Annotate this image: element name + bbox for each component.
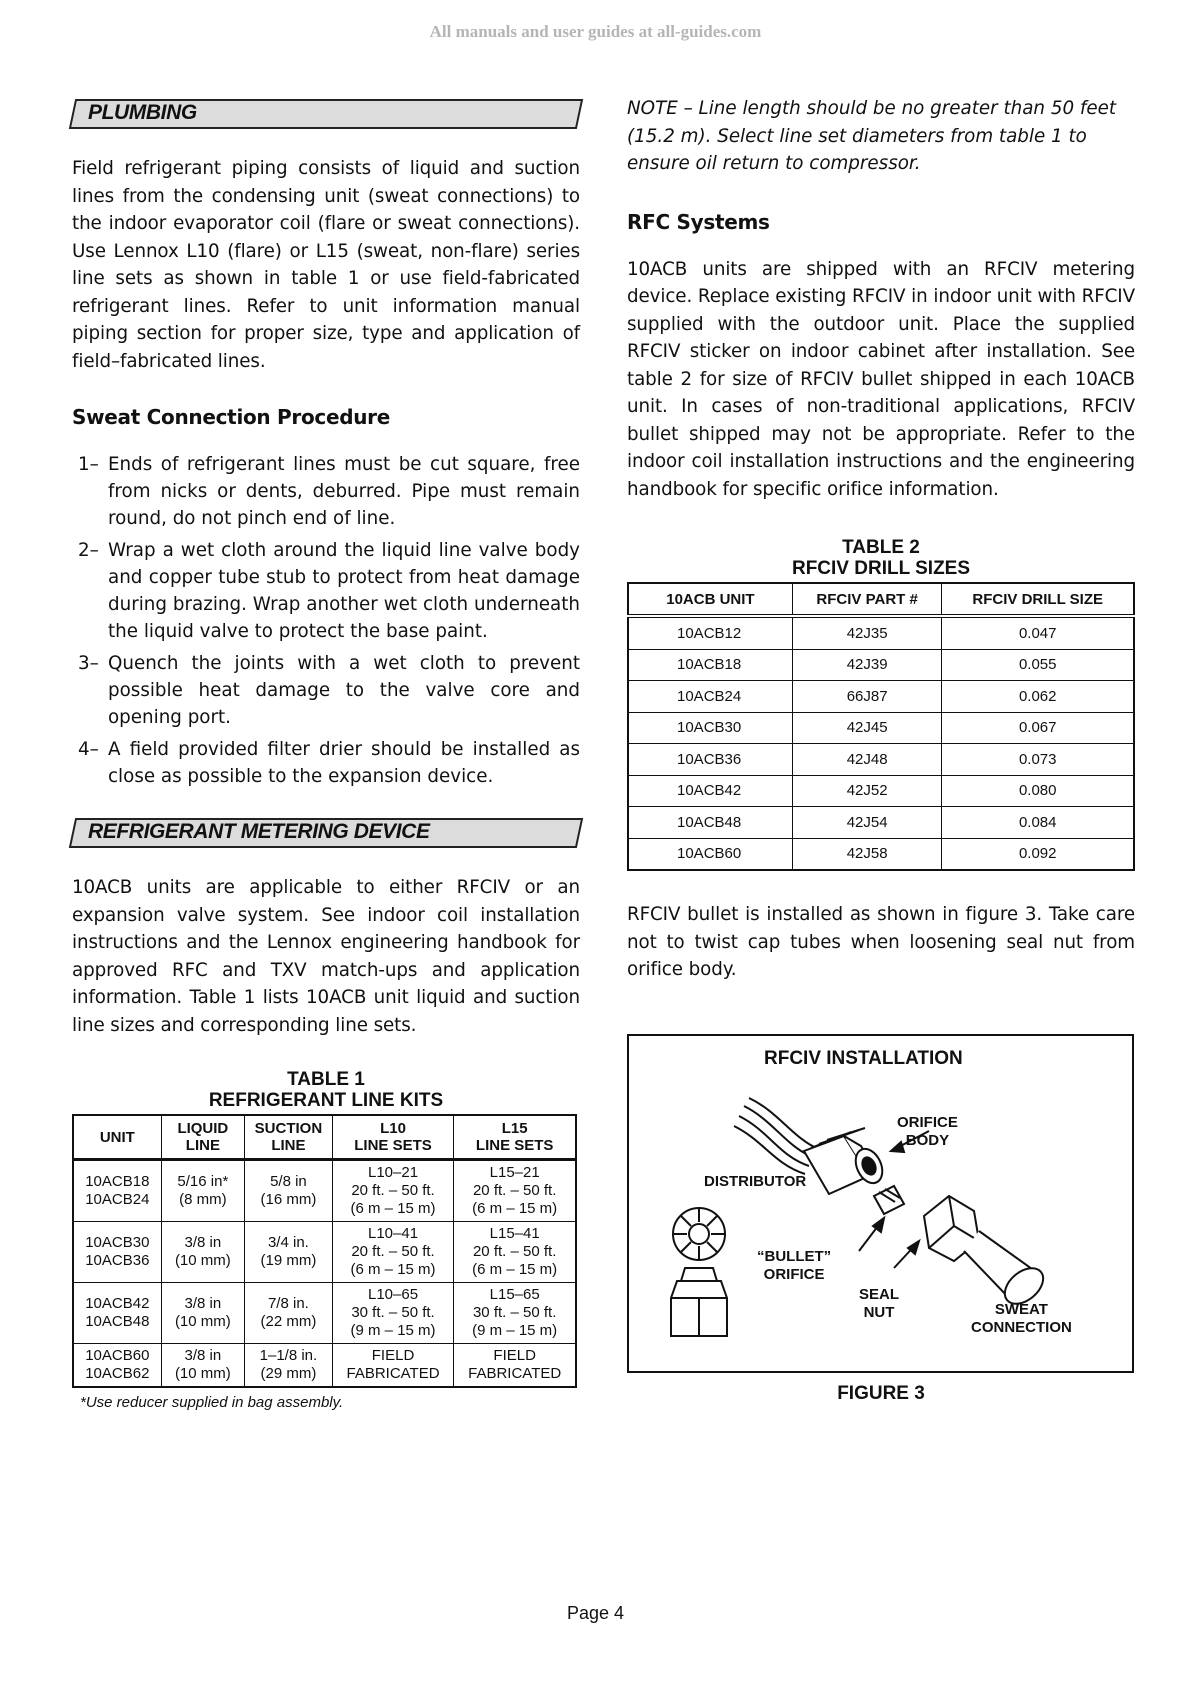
metering-heading-text: REFRIGERANT METERING DEVICE (88, 820, 430, 843)
table2-header: 10ACB UNIT (628, 583, 792, 616)
sweat-connection-label-line1: SWEAT (994, 1300, 1048, 1318)
watermark: All manuals and user guides at all-guides.com (429, 22, 762, 41)
table1-cell-l15 (454, 1283, 576, 1344)
step-number: 2– (78, 540, 99, 561)
left-column (72, 95, 580, 1411)
table1-cell-line: (16 mm) (260, 1191, 317, 1208)
step-number: 1– (78, 454, 99, 475)
table1-cell-line: (9 m – 15 m) (350, 1322, 436, 1339)
table2-cell: 10ACB18 (628, 649, 792, 681)
table1-header-line: LINE (271, 1137, 306, 1154)
table1-cell-line: 10ACB48 (85, 1313, 150, 1330)
table2-header: RFCIV PART # (792, 583, 942, 616)
table1-cell-line: (8 mm) (179, 1191, 227, 1208)
table-row (628, 712, 1134, 744)
line-length-note: NOTE – Line length should be no greater than 50 feet (15.2 m). Select line set diameters from table 1 to ensure oil return to compressor. (627, 98, 1116, 174)
table1-cell-line: 30 ft. – 50 ft. (351, 1304, 435, 1321)
table1-header-line: UNIT (99, 1128, 135, 1146)
seal-nut-label (859, 1286, 899, 1322)
table1-cell-line: 10ACB62 (85, 1365, 150, 1382)
table1-header-line: L15 (501, 1120, 528, 1137)
table1-cell-line: FABRICATED (468, 1365, 562, 1382)
table1-cell-line: FABRICATED (346, 1365, 440, 1382)
table1-cell-line: 20 ft. – 50 ft. (351, 1243, 435, 1260)
table1-cell-line: 10ACB60 (85, 1347, 150, 1364)
table2-cell: 42J58 (792, 838, 942, 870)
table-row (628, 838, 1134, 870)
table1-cell-line: 3/8 in (184, 1234, 222, 1251)
step-text: Ends of refrigerant lines must be cut square, free from nicks or dents, deburred. Pipe must remain round, do not pinch end of line. (108, 454, 580, 529)
table1-cell-l10 (332, 1222, 454, 1283)
sweat-step (72, 650, 580, 731)
table1-cell-line: (10 mm) (174, 1313, 231, 1330)
table1-cell-line: (6 m – 15 m) (350, 1200, 436, 1217)
table1-cell-suction (245, 1344, 333, 1388)
table2-cell: 42J54 (792, 807, 942, 839)
sweat-heading: Sweat Connection Procedure (72, 405, 391, 429)
page-number: Page 4 (566, 1603, 625, 1623)
step-number: 3– (78, 653, 99, 674)
table1-cell-line: L10–65 (368, 1286, 419, 1303)
table1-subtitle: REFRIGERANT LINE KITS (208, 1090, 444, 1111)
table1-cell-line: 30 ft. – 50 ft. (472, 1304, 557, 1321)
table1-cell-l15 (454, 1344, 576, 1388)
table2-cell: 0.092 (942, 838, 1134, 870)
table-row (628, 616, 1134, 649)
sweat-connection-label (971, 1301, 1072, 1337)
table2-cell: 10ACB30 (628, 712, 792, 744)
table1-cell-l10 (332, 1160, 454, 1222)
table1-cell-liquid (161, 1344, 244, 1388)
table2-cell: 10ACB60 (628, 838, 792, 870)
table1-cell-units (73, 1222, 161, 1283)
table2-cell: 0.055 (942, 649, 1134, 681)
table1-cell-suction (245, 1160, 333, 1222)
table2-cell: 42J35 (792, 616, 942, 649)
table1-cell-l15 (454, 1222, 576, 1283)
table-row (628, 744, 1134, 776)
table1-cell-line: L15–41 (489, 1225, 540, 1242)
table1-cell-line: 5/16 in* (177, 1173, 229, 1190)
figure-caption: FIGURE 3 (837, 1382, 925, 1404)
table-row (628, 649, 1134, 681)
table2-cell: 10ACB36 (628, 744, 792, 776)
sweat-steps (72, 451, 580, 790)
table1-cell-line: 5/8 in (270, 1173, 307, 1190)
seal-nut-label-line2: NUT (863, 1303, 895, 1321)
table-row (628, 681, 1134, 713)
table1-cell-line: 1–1/8 in. (259, 1347, 318, 1364)
step-text: Quench the joints with a wet cloth to prevent possible heat damage to the valve core and opening port. (108, 653, 580, 728)
table1-cell-line: L10–21 (368, 1164, 419, 1181)
table1-cell-line: 10ACB36 (85, 1252, 150, 1269)
table2-cell: 42J48 (792, 744, 942, 776)
table1-cell-units (73, 1344, 161, 1388)
table1-cell-line: (9 m – 15 m) (472, 1322, 558, 1339)
table1-cell-line: (29 mm) (260, 1365, 317, 1382)
table1-cell-liquid (161, 1283, 244, 1344)
sweat-step (72, 537, 580, 645)
step-text: Wrap a wet cloth around the liquid line valve body and copper tube stub to protect from heat damage during brazing. Wrap another wet cloth underneath the liquid valve to protect the base paint. (108, 540, 580, 642)
table1-header-line: LINE SETS (475, 1137, 554, 1154)
orifice-body-label-line2: BODY (905, 1131, 950, 1149)
step-text: A field provided filter drier should be installed as close as possible to the expansion device. (108, 739, 580, 787)
table2-cell: 10ACB48 (628, 807, 792, 839)
table1-header-line: LINE SETS (354, 1137, 432, 1154)
table1-cell-line: 10ACB18 (85, 1173, 150, 1190)
table1-cell-line: L15–21 (489, 1164, 540, 1181)
table1-cell-line: 7/8 in. (267, 1295, 309, 1312)
table-row (628, 775, 1134, 807)
table1-footnote: *Use reducer supplied in bag assembly. (80, 1394, 344, 1411)
table-row (628, 807, 1134, 839)
table1-header (454, 1115, 576, 1160)
table1-cell-line: FIELD (371, 1347, 415, 1364)
table1-cell-l10 (332, 1283, 454, 1344)
table1-cell-line: FIELD (493, 1347, 536, 1364)
table1-cell-liquid (161, 1222, 244, 1283)
table2-cell: 42J45 (792, 712, 942, 744)
bullet-install-text: RFCIV bullet is installed as shown in figure 3. Take care not to twist cap tubes when loosening seal nut from orifice body. (627, 904, 1135, 980)
table2-cell: 10ACB12 (628, 616, 792, 649)
table1-cell-line: 10ACB24 (85, 1191, 150, 1208)
table2-cell: 66J87 (792, 681, 942, 713)
orifice-body-label-line1: ORIFICE (897, 1113, 958, 1131)
right-column (627, 95, 1135, 1405)
bullet-orifice-label-line1: “BULLET” (757, 1247, 832, 1265)
rfc-heading: RFC Systems (627, 209, 770, 234)
bullet-orifice-label (757, 1248, 831, 1284)
table-row (73, 1222, 576, 1283)
table2-cell: 42J39 (792, 649, 942, 681)
table1-cell-line: 10ACB42 (85, 1295, 150, 1312)
table1-header (73, 1115, 161, 1160)
plumbing-heading (72, 99, 580, 129)
table1-cell-l15 (454, 1160, 576, 1222)
figure-title: RFCIV INSTALLATION (764, 1047, 963, 1069)
plumbing-intro: Field refrigerant piping consists of liquid and suction lines from the condensing unit (sweat connections) to the indoor evaporator coil (flare or sweat connections). Use Lennox L10 (flare) or L15 (sweat, non-flare) series line sets as shown in table 1 or use field-fabricated refrigerant lines. Refer to unit information manual piping section for proper size, type and application of field–fabricated lines. (72, 158, 580, 372)
table2-cell: 0.047 (942, 616, 1134, 649)
table1-cell-line: 20 ft. – 50 ft. (351, 1182, 435, 1199)
table1-header-line: LINE (185, 1137, 220, 1154)
plumbing-heading-text: PLUMBING (88, 101, 197, 124)
table1-cell-liquid (161, 1160, 244, 1222)
table1-cell-line: L10–41 (368, 1225, 419, 1242)
orifice-body-label (897, 1114, 958, 1150)
table2-cell: 0.080 (942, 775, 1134, 807)
table1-cell-l10 (332, 1344, 454, 1388)
table2-cell: 0.073 (942, 744, 1134, 776)
table1-cell-line: (10 mm) (174, 1365, 231, 1382)
table1-cell-line: L15–65 (489, 1286, 540, 1303)
seal-nut-label-line1: SEAL (859, 1285, 900, 1303)
table2-cell: 10ACB24 (628, 681, 792, 713)
table1-cell-line: 20 ft. – 50 ft. (472, 1182, 557, 1199)
table1-header (245, 1115, 333, 1160)
table1-cell-line: (22 mm) (260, 1313, 317, 1330)
table1-cell-line: 3/4 in. (267, 1234, 309, 1251)
table1-cell-line: 20 ft. – 50 ft. (472, 1243, 557, 1260)
table1-header (332, 1115, 454, 1160)
bullet-orifice-label-line2: ORIFICE (763, 1265, 825, 1283)
distributor-label: DISTRIBUTOR (704, 1172, 807, 1190)
table-row (73, 1160, 576, 1222)
table1-cell-line: 10ACB30 (85, 1234, 150, 1251)
table2-cell: 0.084 (942, 807, 1134, 839)
table1-cell-line: (10 mm) (174, 1252, 231, 1269)
table-row (73, 1344, 576, 1388)
table1-cell-line: (6 m – 15 m) (350, 1261, 436, 1278)
sweat-connection-label-line2: CONNECTION (971, 1318, 1072, 1336)
table1-cell-line: 3/8 in (184, 1347, 222, 1364)
rfc-text: 10ACB units are shipped with an RFCIV metering device. Replace existing RFCIV in indoor unit with RFCIV supplied with the outdoor unit. Place the supplied RFCIV sticker on indoor cabinet after installation. See table 2 for size of RFCIV bullet shipped in each 10ACB unit. In cases of non-traditional applications, RFCIV bullet shipped may not be appropriate. Refer to the indoor coil installation instructions and the engineering handbook for specific orifice information. (627, 258, 1135, 500)
table2-subtitle: RFCIV DRILL SIZES (791, 558, 971, 579)
table-row (73, 1283, 576, 1344)
sweat-step (72, 736, 580, 790)
metering-heading (72, 818, 580, 848)
table2-cell: 42J52 (792, 775, 942, 807)
table1-cell-units (73, 1160, 161, 1222)
table1-cell-suction (245, 1283, 333, 1344)
step-number: 4– (78, 739, 99, 760)
table1-header-line: L10 (380, 1120, 406, 1137)
table1-header (161, 1115, 244, 1160)
metering-text: 10ACB units are applicable to either RFCIV or an expansion valve system. See indoor coil installation instructions and the Lennox engineering handbook for approved RFC and TXV match-ups and application information. Table 1 lists 10ACB unit liquid and suction line sizes and corresponding line sets. (72, 877, 580, 1036)
rfciv-drill-sizes-table (627, 582, 1135, 871)
table1-cell-suction (245, 1222, 333, 1283)
rfciv-installation-figure (627, 1034, 1134, 1373)
table1-title: TABLE 1 (287, 1069, 365, 1090)
table2-cell: 0.067 (942, 712, 1134, 744)
table1-cell-units (73, 1283, 161, 1344)
table2-cell: 10ACB42 (628, 775, 792, 807)
table1-cell-line: (6 m – 15 m) (472, 1200, 558, 1217)
table1-header-line: SUCTION (254, 1120, 323, 1137)
table1-header-line: LIQUID (177, 1120, 229, 1137)
table1-cell-line: (6 m – 15 m) (472, 1261, 558, 1278)
table2-header: RFCIV DRILL SIZE (942, 583, 1134, 616)
table2-title: TABLE 2 (842, 537, 920, 558)
refrigerant-line-kits-table (72, 1114, 577, 1388)
table1-cell-line: 3/8 in (184, 1295, 222, 1312)
table2-cell: 0.062 (942, 681, 1134, 713)
sweat-step (72, 451, 580, 532)
table1-cell-line: (19 mm) (260, 1252, 317, 1269)
